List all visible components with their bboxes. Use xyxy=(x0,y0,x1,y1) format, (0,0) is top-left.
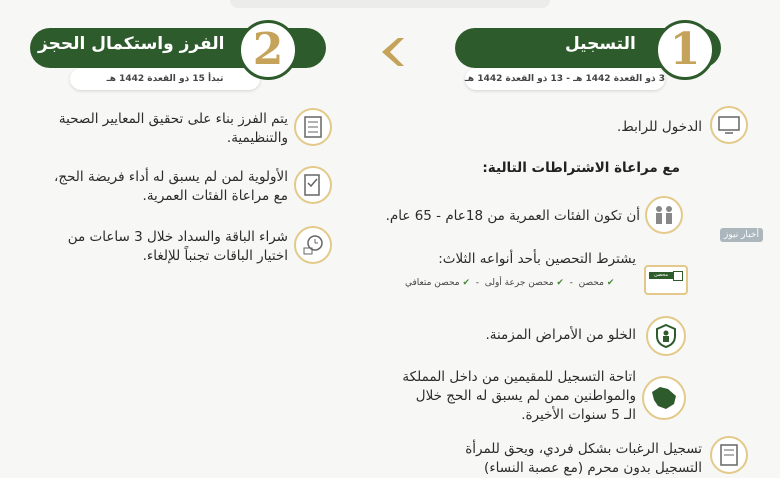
step-sort-title: الفرز واستكمال الحجز xyxy=(38,34,225,54)
vaccine-card-icon xyxy=(644,265,688,295)
vaccine-opt1: محصن xyxy=(578,278,604,288)
form-icon xyxy=(710,436,748,474)
vaccine-options: ✔ محصن - ✔ محصن جرعة أولى - ✔ محصن متعافي xyxy=(405,278,615,288)
monitor-icon xyxy=(710,106,748,144)
conditions-heading: مع مراعاة الاشتراطات التالية: xyxy=(482,160,680,176)
checklist-icon xyxy=(294,108,332,146)
vaccine-opt3: محصن متعافي xyxy=(405,278,460,288)
watermark: أخبار نيوز xyxy=(720,228,763,242)
residents-line1: اتاحة التسجيل للمقيمين من داخل المملكة xyxy=(402,369,636,385)
form-icon xyxy=(294,166,332,204)
saudi-map-icon xyxy=(642,376,686,420)
register-vaccine-text: يشترط التحصين بأحد أنواعه الثلاث: xyxy=(438,251,636,267)
step-register-title: التسجيل xyxy=(565,34,636,54)
people-icon xyxy=(645,196,683,234)
shield-icon xyxy=(646,316,686,356)
register-chronic-text: الخلو من الأمراض المزمنة. xyxy=(485,327,636,343)
individual-line2: التسجيل بدون محرم (مع عصبة النساء) xyxy=(484,460,702,476)
step-sort-number: 2 xyxy=(238,20,298,80)
vaccine-card-qr xyxy=(673,271,683,281)
residents-line2: والمواطنين ممن لم يسبق له الحج خلال xyxy=(415,388,636,404)
register-residents-text xyxy=(380,368,636,425)
vaccine-opt2: محصن جرعة أولى xyxy=(484,278,554,288)
arrow-left-icon xyxy=(372,34,408,70)
clock-person-icon xyxy=(294,226,332,264)
sort-priority-text: الأولوية لمن لم يسبق له أداء فريضة الحج، مع مراعاة الفئات العمرية. xyxy=(54,169,288,204)
residents-line3: الـ 5 سنوات الأخيرة. xyxy=(521,407,636,423)
step-register-dates: 3 ذو القعدة 1442 هـ - 13 ذو القعدة 1442 هـ xyxy=(465,68,665,90)
vaccine-card-label: محصن xyxy=(649,272,673,279)
step-register-number: 1 xyxy=(655,20,715,80)
top-shade xyxy=(230,0,550,8)
step-sort-dates: تبدأ 15 ذو القعدة 1442 هـ xyxy=(70,68,260,90)
sort-payment-text: شراء الباقة والسداد خلال 3 ساعات من اختيار الباقات تجنباً للإلغاء. xyxy=(67,229,288,264)
individual-line1: تسجيل الرغبات بشكل فردي، ويحق للمرأة xyxy=(465,441,702,457)
register-login-text: الدخول للرابط. xyxy=(616,119,702,135)
register-individual-text xyxy=(440,440,702,478)
sort-criteria-text: يتم الفرز بناء على تحقيق المعايير الصحية والتنظيمية. xyxy=(58,111,288,146)
register-age-text: أن تكون الفئات العمرية من 18عام - 65 عام. xyxy=(385,208,640,224)
